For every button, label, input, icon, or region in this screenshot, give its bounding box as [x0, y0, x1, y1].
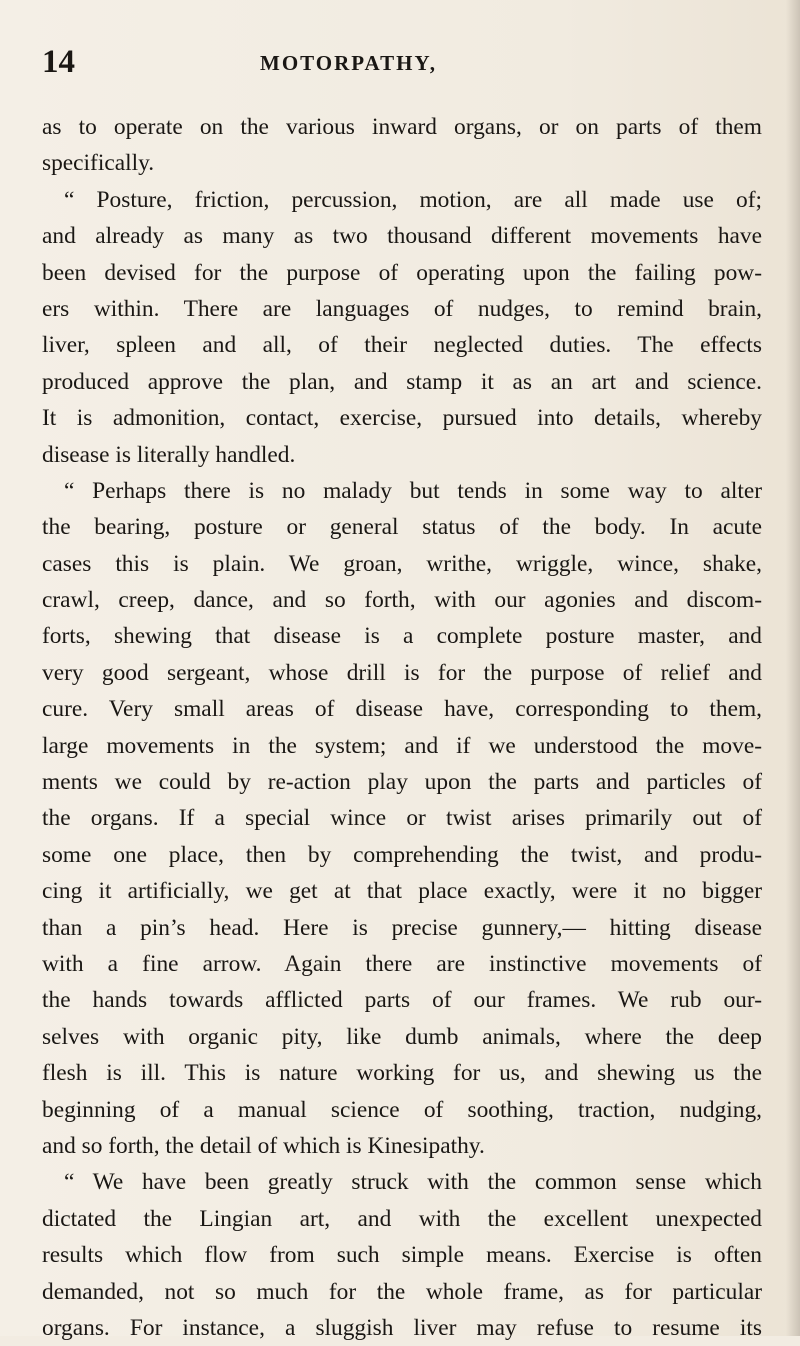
text-line: liver, spleen and all, of their neglected duties. The effects [42, 332, 762, 359]
text-line: disease is literally handled. [42, 441, 296, 468]
text-line: and already as many as two thousand different movements have [42, 223, 762, 250]
text-line: ers within. There are languages of nudges, to remind brain, [42, 295, 762, 322]
body-text [42, 109, 762, 1346]
text-line: and so forth, the detail of which is Kinesipathy. [42, 1132, 485, 1159]
text-line: with a fine arrow. Again there are instinctive movements of [42, 950, 762, 977]
running-head: MOTORPATHY, [260, 51, 437, 75]
page-edge-shadow [786, 0, 800, 1336]
text-line: than a pin’s head. Here is precise gunnery,— hitting disease [42, 914, 762, 941]
text-line: dictated the Lingian art, and with the excellent unexpected [42, 1205, 762, 1232]
text-line: flesh is ill. This is nature working for us, and shewing us the [42, 1060, 762, 1087]
text-line: demanded, not so much for the whole frame, as for particular [42, 1278, 762, 1305]
text-line: “ Posture, friction, percussion, motion, are all made use of; [64, 186, 762, 213]
text-line: “ Perhaps there is no malady but tends in some way to alter [64, 477, 762, 504]
text-line: selves with organic pity, like dumb animals, where the deep [42, 1023, 762, 1050]
text-line: been devised for the purpose of operating upon the failing pow- [42, 259, 762, 286]
text-line: the hands towards afflicted parts of our frames. We rub our- [42, 987, 762, 1014]
text-line: results which flow from such simple means. Exercise is often [42, 1242, 762, 1269]
text-line: cases this is plain. We groan, writhe, wriggle, wince, shake, [42, 550, 762, 577]
text-line: as to operate on the various inward organs, or on parts of them [42, 114, 762, 140]
text-line: very good sergeant, whose drill is for the purpose of relief and [42, 659, 762, 686]
text-line: specifically. [42, 150, 155, 177]
text-line: ments we could by re-action play upon the parts and particles of [42, 769, 762, 796]
text-line: organs. For instance, a sluggish liver may refuse to resume its [42, 1314, 762, 1341]
text-line: some one place, then by comprehending the twist, and produ- [42, 841, 762, 868]
text-line: crawl, creep, dance, and so forth, with our agonies and discom- [42, 587, 762, 614]
page-header [42, 42, 762, 82]
text-line: the organs. If a special wince or twist arises primarily out of [42, 805, 762, 832]
text-line: beginning of a manual science of soothing, traction, nudging, [42, 1096, 762, 1123]
text-line: cing it artificially, we get at that place exactly, were it no bigger [42, 878, 762, 905]
text-line: large movements in the system; and if we understood the move- [42, 732, 762, 759]
text-line: “ We have been greatly struck with the common sense which [64, 1169, 762, 1196]
text-line: produced approve the plan, and stamp it as an art and science. [42, 368, 762, 395]
page-number: 14 [42, 44, 75, 80]
text-line: forts, shewing that disease is a complete posture master, and [42, 623, 762, 650]
text-line: the bearing, posture or general status of the body. In acute [42, 514, 762, 541]
text-line: It is admonition, contact, exercise, pursued into details, whereby [42, 405, 762, 432]
text-line: cure. Very small areas of disease have, corresponding to them, [42, 696, 762, 723]
